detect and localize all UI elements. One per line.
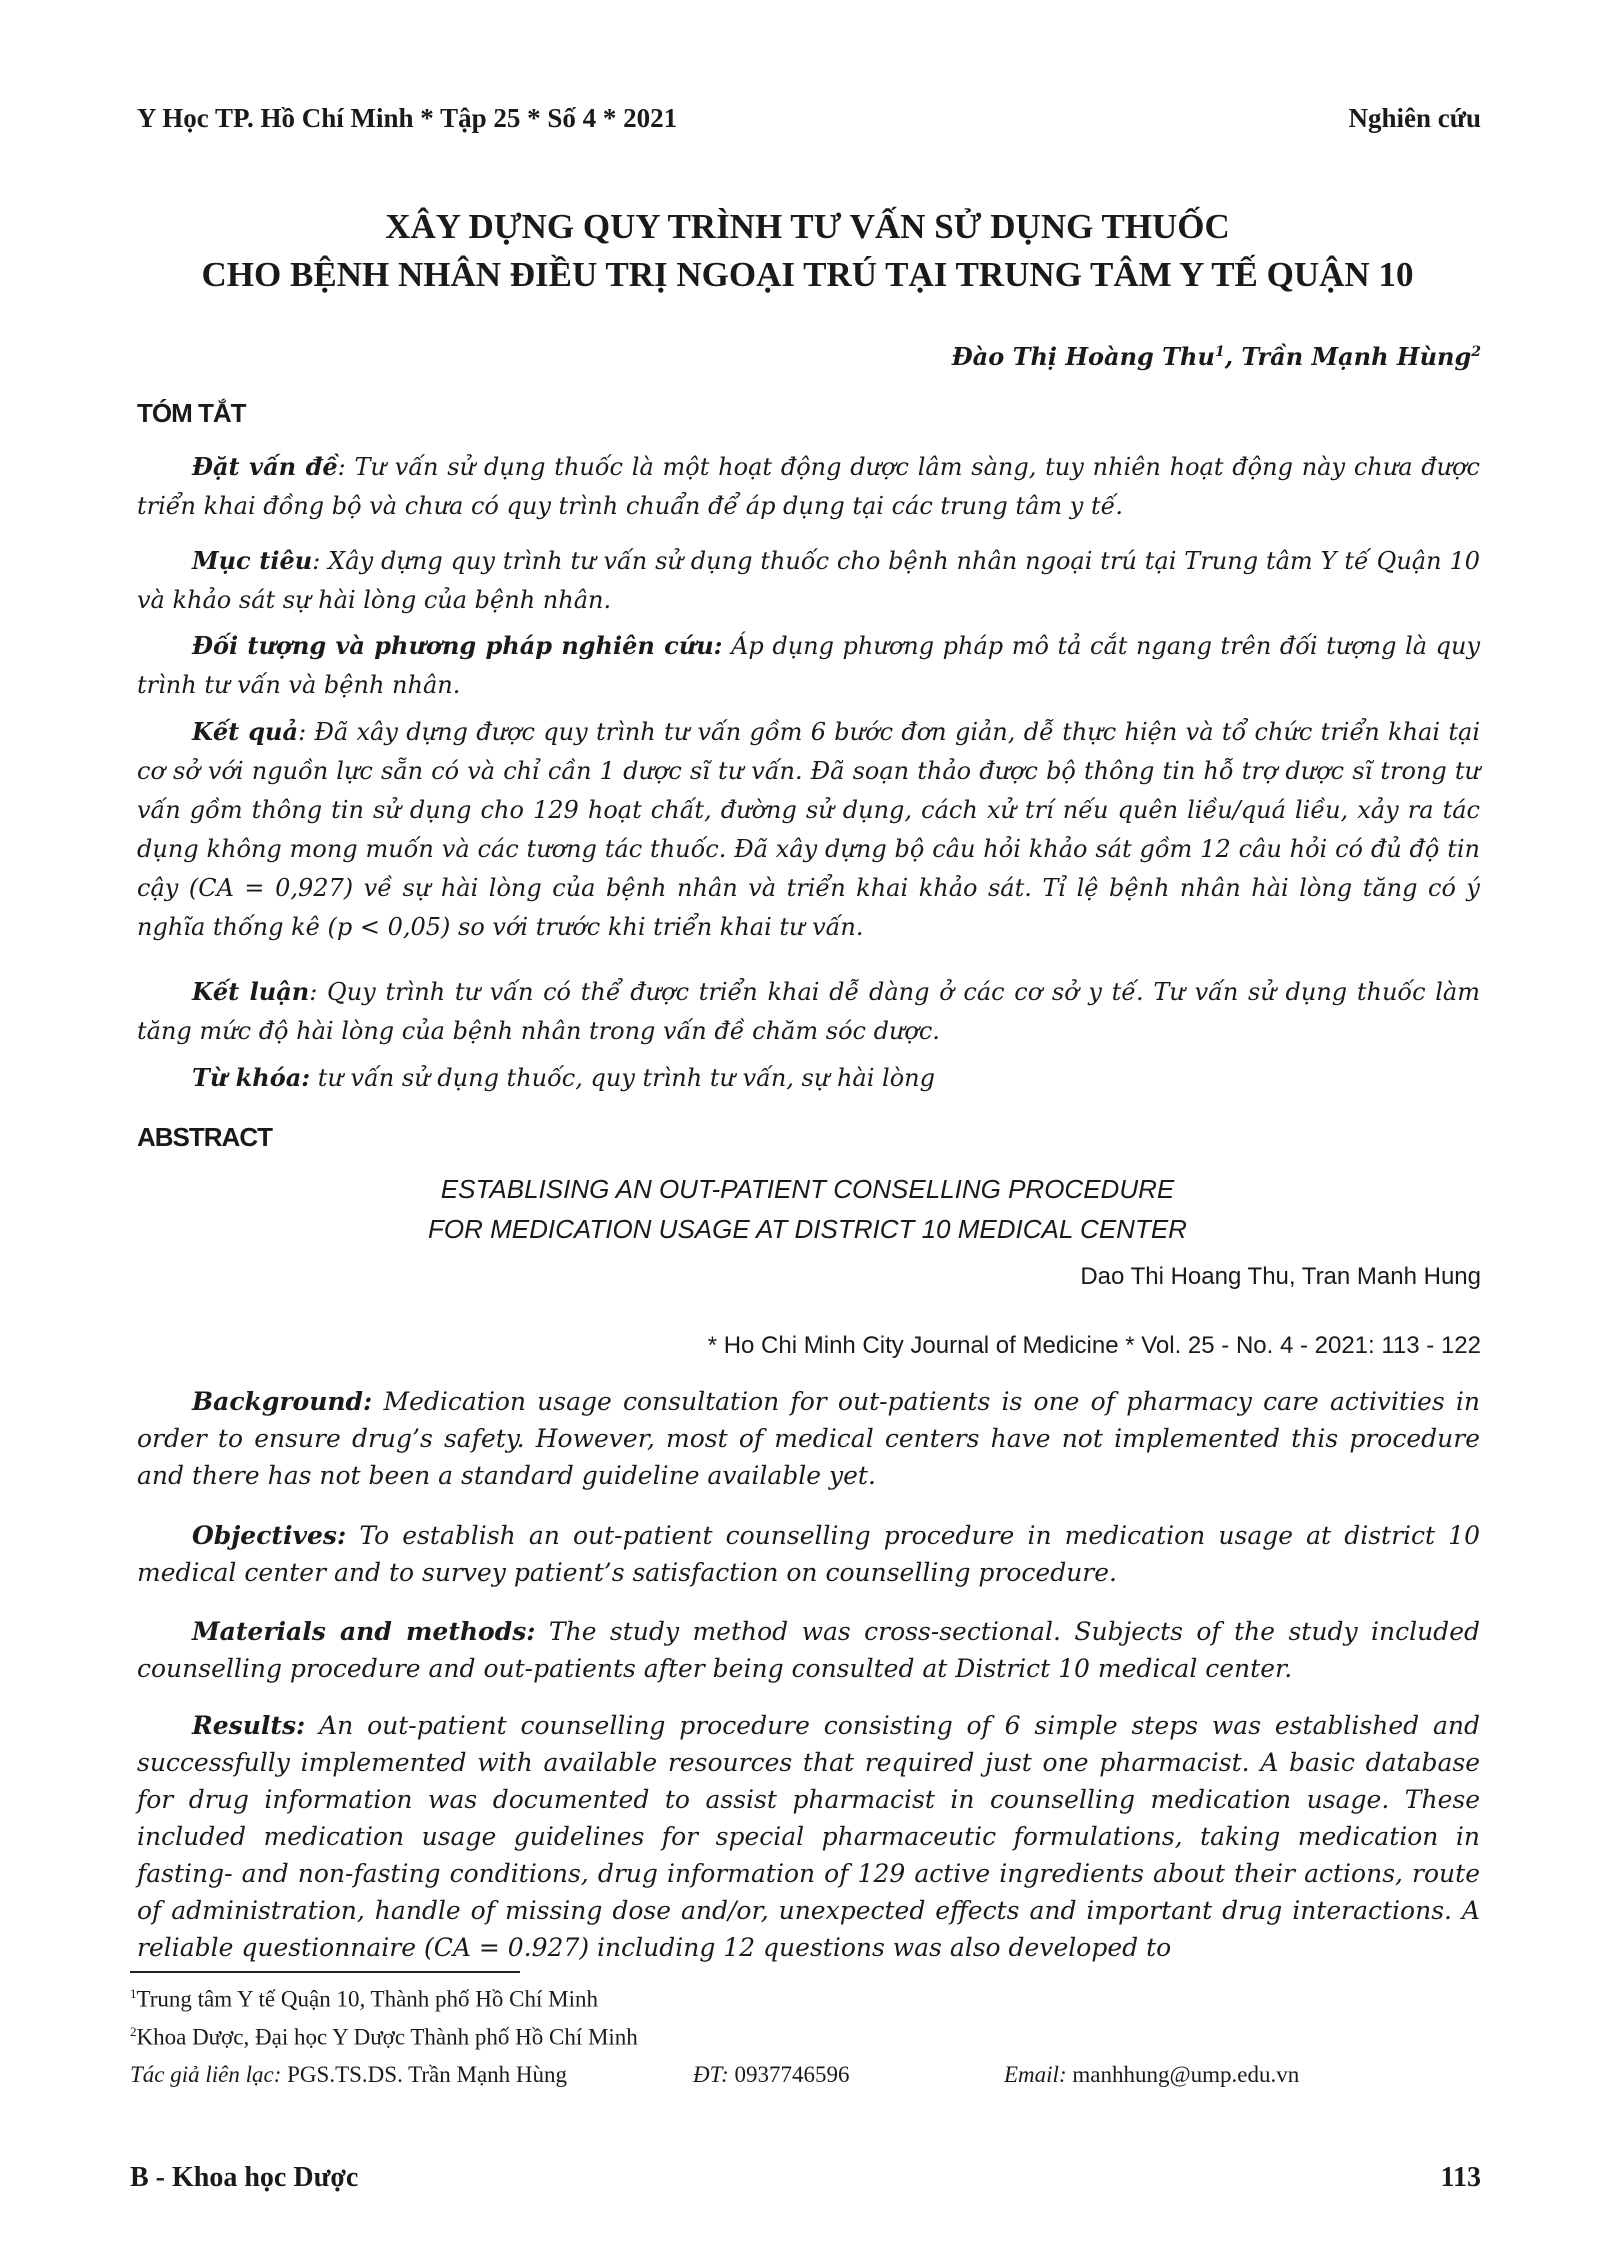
para-label: Materials and methods: xyxy=(192,1617,536,1646)
para-label: Đặt vấn đề xyxy=(192,452,338,481)
para-label: Đối tượng và phương pháp nghiên cứu: xyxy=(192,631,723,660)
author-2: Trần Mạnh Hùng xyxy=(1241,342,1472,371)
abstract-paragraph-results xyxy=(137,1707,1480,1966)
para-text: An out-patient counselling procedure consisting of 6 simple steps was established and successfully implemented with available resources that required just one pharmacist. A basic database for drug information was documented to assist pharmacist in counselling medication usage. These included medication usage guidelines for special pharmaceutic formulations, taking medication in fasting- and non-fasting conditions, drug information of 129 active ingredients about their actions, route of administration, handle of missing dose and/or, unexpected effects and important drug interactions. A reliable questionnaire (CA = 0.927) including 12 questions was also developed to xyxy=(137,1711,1480,1962)
footnote-affiliation-2 xyxy=(130,2024,638,2051)
para-label: Kết luận xyxy=(192,977,310,1006)
running-footer-section: B - Khoa học Dược xyxy=(130,2162,359,2193)
running-header-journal: Y Học TP. Hồ Chí Minh * Tập 25 * Số 4 * 2021 xyxy=(137,103,678,133)
para-label: Mục tiêu xyxy=(192,546,313,575)
paper-title-line1: XÂY DỰNG QUY TRÌNH TƯ VẤN SỬ DỤNG THUỐC xyxy=(385,207,1230,246)
para-text: Áp dụng phương pháp mô tả cắt ngang trên đối tượng là quy trình tư vấn và bệnh nhân. xyxy=(137,632,1481,699)
abstract-title-line1: ESTABLISING AN OUT-PATIENT CONSELLING PROCEDURE xyxy=(440,1174,1175,1204)
summary-keywords xyxy=(137,1058,1480,1098)
abstract-paragraph-background xyxy=(137,1383,1480,1494)
author-2-affiliation: 2 xyxy=(1471,344,1481,360)
para-text: tư vấn sử dụng thuốc, quy trình tư vấn, sự hài lòng xyxy=(310,1064,935,1092)
author-separator: , xyxy=(1224,342,1242,371)
para-text: : Xây dựng quy trình tư vấn sử dụng thuốc cho bệnh nhân ngoại trú tại Trung tâm Y tế Quận 10 và khảo sát sự hài lòng của bệnh nhân. xyxy=(137,547,1480,614)
footnote-marker: 2 xyxy=(130,2024,137,2039)
para-text: The study method was cross-sectional. Subjects of the study included counselling procedure and out-patients after being consulted at District 10 medical center. xyxy=(137,1617,1480,1683)
para-text: To establish an out-patient counselling procedure in medication usage at district 10 medical center and to survey patient’s satisfaction on counselling procedure. xyxy=(137,1521,1480,1587)
contact-name: PGS.TS.DS. Trần Mạnh Hùng xyxy=(281,2062,568,2087)
abstract-title-line2: FOR MEDICATION USAGE AT DISTRICT 10 MEDICAL CENTER xyxy=(428,1214,1187,1244)
summary-paragraph-conclusion xyxy=(137,972,1480,1051)
email-address: manhhung@ump.edu.vn xyxy=(1066,2062,1300,2087)
running-header-section: Nghiên cứu xyxy=(1348,103,1481,133)
para-label: Từ khóa: xyxy=(192,1063,311,1092)
abstract-paragraph-objectives xyxy=(137,1517,1480,1591)
page-number: 113 xyxy=(1440,2162,1481,2193)
paper-title-line2: CHO BỆNH NHÂN ĐIỀU TRỊ NGOẠI TRÚ TẠI TRUNG TÂM Y TẾ QUẬN 10 xyxy=(201,255,1414,294)
para-text: Medication usage consultation for out-patients is one of pharmacy care activities in order to ensure drug’s safety. However, most of medical centers have not implemented this procedure and there has not been a standard guideline available yet. xyxy=(137,1387,1480,1490)
para-text: : Quy trình tư vấn có thể được triển khai dễ dàng ở các cơ sở y tế. Tư vấn sử dụng thuốc làm tăng mức độ hài lòng của bệnh nhân trong vấn đề chăm sóc dược. xyxy=(137,978,1480,1045)
abstract-paragraph-methods xyxy=(137,1613,1480,1687)
footnote-text: Khoa Dược, Đại học Y Dược Thành phố Hồ Chí Minh xyxy=(136,2024,638,2050)
footnote-affiliation-1 xyxy=(130,1986,598,2013)
summary-paragraph-methods xyxy=(137,626,1480,705)
footnote-divider xyxy=(130,1971,520,1973)
footnote-text: Trung tâm Y tế Quận 10, Thành phố Hồ Chí Minh xyxy=(136,1986,598,2012)
author-1-affiliation: 1 xyxy=(1214,344,1225,360)
phone-label: ĐT: xyxy=(693,2062,729,2087)
para-label: Background: xyxy=(192,1387,373,1416)
para-text: : Tư vấn sử dụng thuốc là một hoạt động dược lâm sàng, tuy nhiên hoạt động này chưa được triển khai đồng bộ và chưa có quy trình chuẩn để áp dụng tại các trung tâm y tế. xyxy=(137,453,1481,520)
para-label: Results: xyxy=(192,1711,306,1740)
para-label: Objectives: xyxy=(192,1521,347,1550)
author-1: Đào Thị Hoàng Thu xyxy=(951,342,1215,371)
email-label: Email: xyxy=(1004,2062,1067,2087)
summary-heading: TÓM TẮT xyxy=(137,398,246,428)
footnote-marker: 1 xyxy=(130,1986,137,2001)
abstract-heading: ABSTRACT xyxy=(137,1122,272,1152)
para-label: Kết quả xyxy=(192,717,299,746)
summary-paragraph-background xyxy=(137,447,1480,526)
footnote-phone xyxy=(693,2062,850,2088)
author-list xyxy=(952,342,1481,371)
footnote-email xyxy=(1004,2062,1299,2088)
summary-paragraph-objective xyxy=(137,541,1480,620)
para-text: : Đã xây dựng được quy trình tư vấn gồm 6 bước đơn giản, dễ thực hiện và tổ chức triển khai tại cơ sở với nguồn lực sẵn có và chỉ cần 1 dược sĩ tư vấn. Đã soạn thảo được bộ thông tin hỗ trợ dược sĩ trong tư vấn gồm thông tin sử dụng cho 129 hoạt chất, đường sử dụng, cách xử trí nếu quên liều/quá liều, xảy ra tác dụng không mong muốn và các tương tác thuốc. Đã xây dựng bộ câu hỏi khảo sát gồm 12 câu hỏi có đủ độ tin cậy (CA = 0,927) về sự hài lòng của bệnh nhân và triển khai khảo sát. Tỉ lệ bệnh nhân hài lòng tăng có ý nghĩa thống kê (p < 0,05) so với trước khi triển khai tư vấn. xyxy=(137,718,1480,941)
summary-paragraph-results xyxy=(137,712,1480,947)
abstract-authors: Dao Thi Hoang Thu, Tran Manh Hung xyxy=(1080,1263,1481,1290)
contact-label: Tác giả liên lạc: xyxy=(130,2062,282,2087)
abstract-citation: * Ho Chi Minh City Journal of Medicine * Vol. 25 - No. 4 - 2021: 113 - 122 xyxy=(707,1332,1481,1359)
footnote-contact xyxy=(130,2062,567,2088)
phone-number: 0937746596 xyxy=(728,2062,850,2087)
